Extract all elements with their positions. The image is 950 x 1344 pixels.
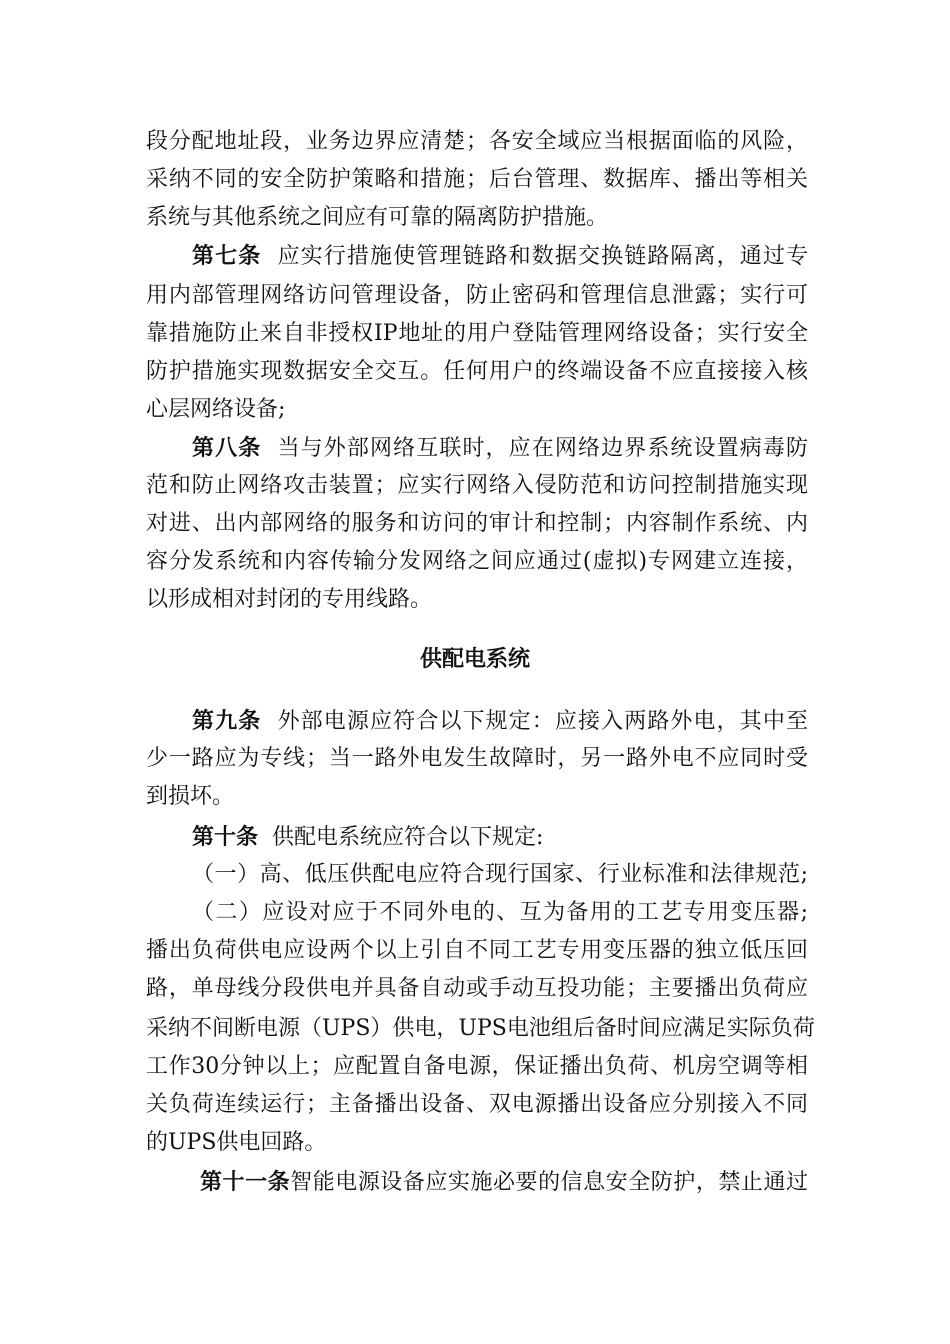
article-7-title: 第七条 (192, 243, 262, 269)
text-line: 范和防止网络攻击装置；应实行网络入侵防范和访问控制措施实现 (146, 473, 808, 498)
text-line: 少一路应为专线；当一路外电发生故障时，另一路外电不应同时受 (146, 746, 808, 771)
text-line: 段分配地址段，业务边界应清楚；各安全域应当根据面临的风险， (146, 129, 808, 154)
article-8-line (192, 429, 808, 467)
article-11-line (200, 1163, 808, 1201)
text-line: 播出负荷供电应设两个以上引自不同工艺专用变压器的独立低压回 (146, 938, 808, 963)
text-line: 路，单母线分段供电并具备自动或手动互投功能；主要播出负荷应 (146, 976, 808, 1001)
text-line: 容分发系统和内容传输分发网络之间应通过(虚拟)专网建立连接， (146, 549, 808, 574)
text-line: 以形成相对封闭的专用线路。 (146, 587, 433, 612)
article-9-title: 第九条 (192, 708, 262, 734)
text-line: 工作30分钟以上；应配置自备电源，保证播出负荷、机房空调等相 (146, 1054, 808, 1079)
article-9-text: 外部电源应符合以下规定：应接入两路外电，其中至 (277, 709, 808, 734)
text-line: 用内部管理网络访问管理设备，防止密码和管理信息泄露；实行可 (146, 283, 808, 308)
text-line: 防护措施实现数据安全交互。任何用户的终端设备不应直接接入核 (146, 359, 808, 384)
list-item-1: （一）高、低压供配电应符合现行国家、行业标准和法律规范; (192, 862, 808, 887)
text-line: 采纳不同的安全防护策略和措施；后台管理、数据库、播出等相关 (146, 167, 808, 192)
section-heading: 供配电系统 (419, 647, 530, 672)
article-10-line (192, 818, 808, 856)
list-item-2: （二）应设对应于不同外电的、互为备用的工艺专用变压器; (192, 900, 808, 925)
text-line: 心层网络设备; (146, 397, 286, 422)
article-7-line (192, 237, 808, 275)
text-line: 系统与其他系统之间应有可靠的隔离防护措施。 (146, 205, 609, 230)
article-11-text: 智能电源设备应实施必要的信息安全防护，禁止通过 (290, 1170, 808, 1195)
article-11-title: 第十一条 (200, 1169, 291, 1195)
text-line: 的UPS供电回路。 (146, 1130, 327, 1155)
text-line: 采纳不间断电源（UPS）供电，UPS电池组后备时间应满足实际负荷 (146, 1016, 815, 1041)
article-8-text: 当与外部网络互联时，应在网络边界系统设置病毒防 (277, 436, 808, 461)
article-8-title: 第八条 (192, 435, 262, 461)
article-10-title: 第十条 (192, 824, 259, 850)
text-line: 关负荷连续运行；主备播出设备、双电源播出设备应分别接入不同 (146, 1092, 808, 1117)
text-line: 到损坏。 (146, 784, 235, 809)
text-line: 靠措施防止来自非授权IP地址的用户登陆管理网络设备；实行安全 (146, 321, 808, 346)
article-10-text: 供配电系统应符合以下规定: (272, 825, 544, 850)
text-line: 对进、出内部网络的服务和访问的审计和控制；内容制作系统、内 (146, 511, 808, 536)
article-9-line (192, 702, 808, 740)
article-7-text: 应实行措施使管理链路和数据交换链路隔离，通过专 (277, 244, 808, 269)
